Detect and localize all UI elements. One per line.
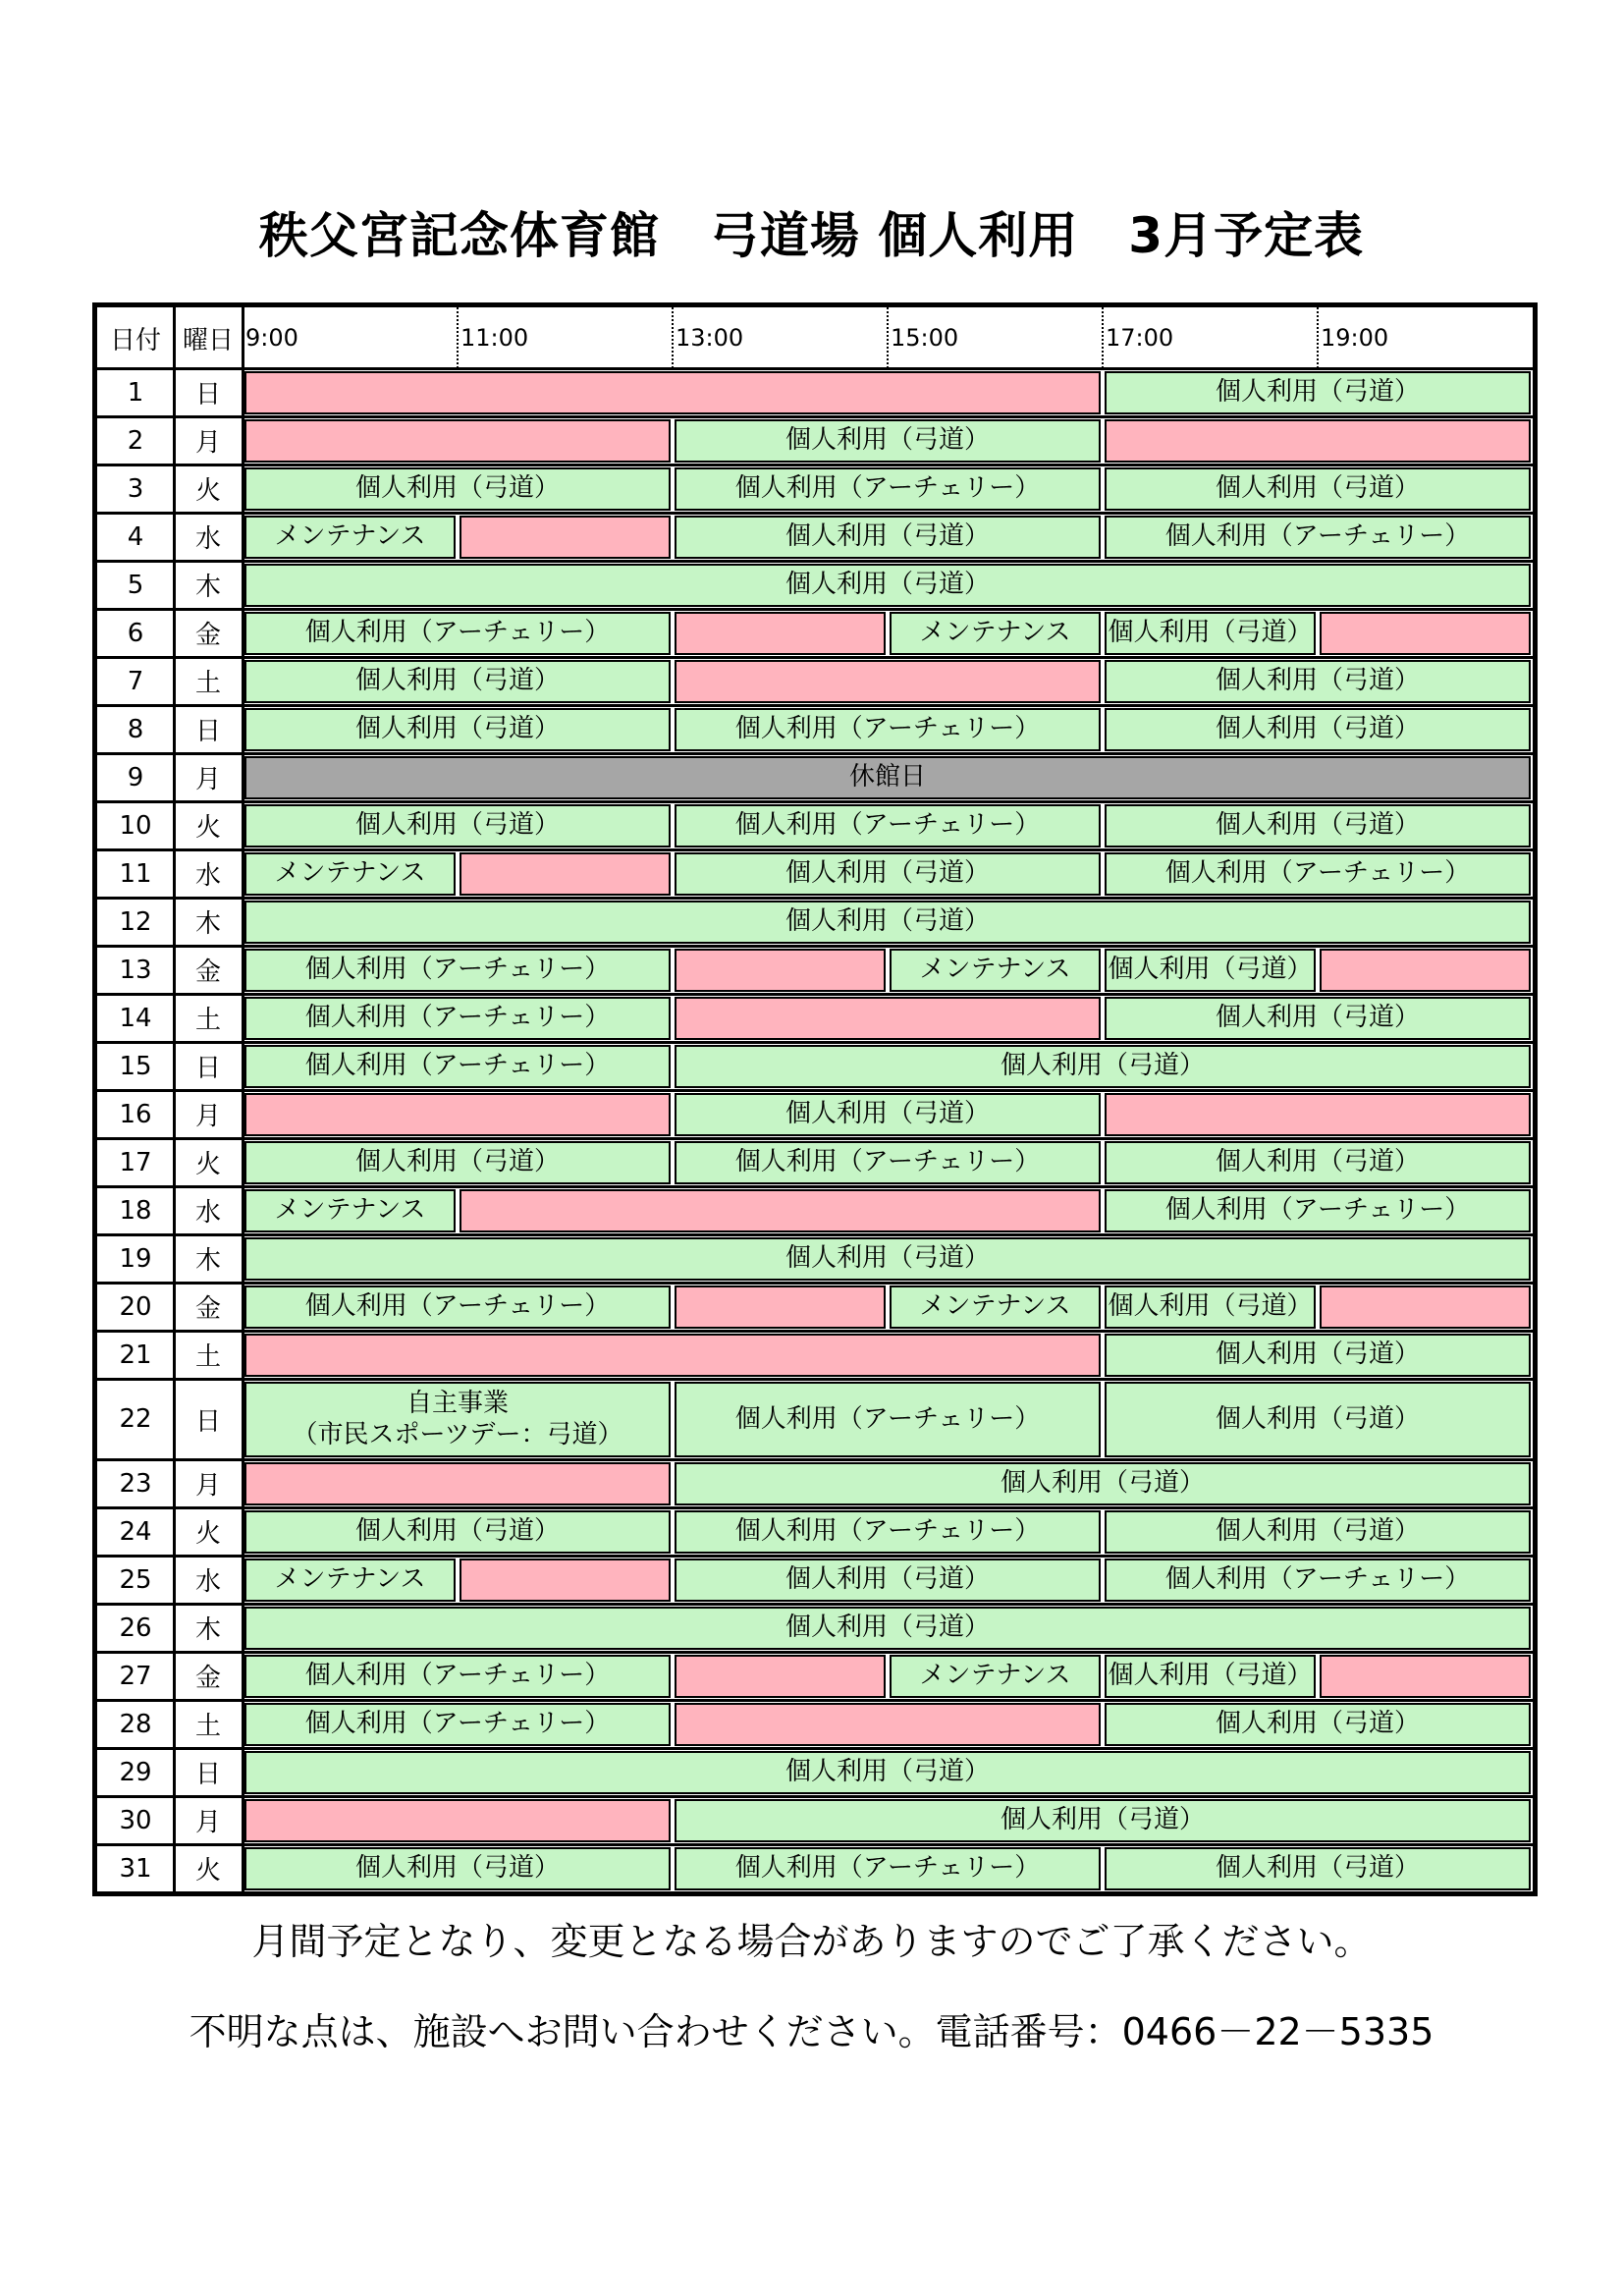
time-tick xyxy=(457,307,459,368)
row-divider xyxy=(97,608,1533,611)
weekday-cell: 土 xyxy=(194,1342,221,1372)
row-divider xyxy=(97,848,1533,851)
page-title: 秩父宮記念体育館 弓道場 個人利用 3月予定表 xyxy=(258,207,1365,264)
weekday-cell: 火 xyxy=(194,1519,221,1549)
date-cell: 27 xyxy=(119,1661,152,1691)
date-cell: 15 xyxy=(119,1051,152,1081)
schedule-block: 個人利用（弓道） xyxy=(1105,708,1531,751)
schedule-block: 個人利用（アーチェリー） xyxy=(244,997,671,1040)
time-label: 9:00 xyxy=(245,324,298,352)
schedule-block: 個人利用（アーチェリー） xyxy=(675,708,1101,751)
weekday-cell: 月 xyxy=(194,1102,221,1131)
weekday-cell: 日 xyxy=(194,1760,221,1789)
schedule-block: メンテナンス xyxy=(890,949,1101,992)
date-cell: 4 xyxy=(127,521,144,552)
schedule-block: 個人利用（アーチェリー） xyxy=(1105,1558,1531,1602)
weekday-cell: 火 xyxy=(194,1150,221,1179)
weekday-cell: 金 xyxy=(194,1294,221,1324)
schedule-block: メンテナンス xyxy=(890,1285,1101,1329)
row-divider xyxy=(97,1651,1533,1654)
reserved-block xyxy=(1320,1285,1531,1329)
schedule-block: 個人利用（弓道） xyxy=(1105,1703,1531,1746)
schedule-block: 個人利用（弓道） xyxy=(244,660,671,703)
weekday-cell: 木 xyxy=(194,1615,221,1645)
schedule-block: 自主事業 （市民スポーツデー：弓道） xyxy=(244,1382,671,1457)
date-cell: 9 xyxy=(127,762,144,793)
schedule-block: 個人利用（弓道） xyxy=(244,1510,671,1554)
date-cell: 23 xyxy=(119,1468,152,1499)
date-cell: 12 xyxy=(119,906,152,937)
weekday-cell: 木 xyxy=(194,573,221,602)
date-cell: 6 xyxy=(127,618,144,648)
date-column-header: 日付 xyxy=(109,325,161,355)
weekday-cell: 木 xyxy=(194,909,221,939)
row-divider xyxy=(97,1233,1533,1236)
row-divider xyxy=(97,897,1533,900)
weekday-cell: 水 xyxy=(194,861,221,891)
reserved-block xyxy=(244,419,671,463)
schedule-block: 個人利用（弓道） xyxy=(1105,467,1531,511)
reserved-block xyxy=(675,1655,886,1698)
weekday-cell: 金 xyxy=(194,957,221,987)
row-divider xyxy=(97,656,1533,659)
weekday-cell: 火 xyxy=(194,476,221,506)
schedule-block: 個人利用（弓道） xyxy=(244,1607,1531,1650)
reserved-block xyxy=(1105,1093,1531,1136)
time-label: 13:00 xyxy=(676,324,744,352)
weekday-cell: 日 xyxy=(194,1054,221,1083)
time-label: 15:00 xyxy=(891,324,959,352)
row-divider xyxy=(97,560,1533,563)
schedule-block: 個人利用（アーチェリー） xyxy=(675,804,1101,847)
schedule-block: 個人利用（弓道） xyxy=(1105,660,1531,703)
reserved-block xyxy=(244,1334,1101,1377)
date-cell: 26 xyxy=(119,1613,152,1643)
reserved-block xyxy=(675,949,886,992)
schedule-block: 個人利用（弓道） xyxy=(244,1237,1531,1281)
schedule-block: 個人利用（アーチェリー） xyxy=(244,612,671,655)
reserved-block xyxy=(675,997,1101,1040)
date-cell: 2 xyxy=(127,425,144,456)
reserved-block xyxy=(244,1093,671,1136)
date-cell: 17 xyxy=(119,1147,152,1177)
date-cell: 31 xyxy=(119,1853,152,1884)
row-divider xyxy=(97,1843,1533,1846)
schedule-block: 個人利用（弓道） xyxy=(675,419,1101,463)
weekday-cell: 土 xyxy=(194,1006,221,1035)
row-divider xyxy=(97,1185,1533,1188)
contact-notice: 不明な点は、施設へお問い合わせください。電話番号：0466－22－5335 xyxy=(189,2010,1434,2053)
row-divider xyxy=(97,704,1533,707)
row-divider xyxy=(97,1041,1533,1044)
reserved-block xyxy=(675,1285,886,1329)
date-cell: 19 xyxy=(119,1243,152,1274)
row-divider xyxy=(97,1458,1533,1461)
schedule-block: 個人利用（弓道） xyxy=(1105,804,1531,847)
date-cell: 1 xyxy=(127,377,144,408)
row-divider xyxy=(97,993,1533,996)
schedule-block: 個人利用（アーチェリー） xyxy=(244,1655,671,1698)
row-divider xyxy=(97,464,1533,466)
date-cell: 21 xyxy=(119,1339,152,1370)
schedule-block: 個人利用（弓道） xyxy=(675,516,1101,559)
schedule-block: 個人利用（弓道） xyxy=(1105,1141,1531,1184)
date-cell: 14 xyxy=(119,1003,152,1033)
row-divider xyxy=(97,512,1533,515)
date-cell: 30 xyxy=(119,1805,152,1835)
time-label: 19:00 xyxy=(1321,324,1389,352)
row-divider xyxy=(97,1378,1533,1381)
reserved-block xyxy=(460,516,671,559)
schedule-block: メンテナンス xyxy=(244,1558,456,1602)
schedule-block: 個人利用（アーチェリー） xyxy=(675,1141,1101,1184)
weekday-cell: 土 xyxy=(194,669,221,698)
schedule-block: メンテナンス xyxy=(890,1655,1101,1698)
schedule-block: 個人利用（弓道） xyxy=(675,1093,1101,1136)
column-divider xyxy=(173,307,176,1892)
schedule-block: 個人利用（弓道） xyxy=(675,1799,1531,1842)
reserved-block xyxy=(675,1703,1101,1746)
weekday-cell: 月 xyxy=(194,1471,221,1501)
reserved-block xyxy=(460,1189,1101,1232)
schedule-block: 個人利用（弓道） xyxy=(1105,1510,1531,1554)
reserved-block xyxy=(244,371,1101,414)
weekday-cell: 金 xyxy=(194,1664,221,1693)
schedule-block: 個人利用（弓道） xyxy=(1105,1382,1531,1457)
date-cell: 20 xyxy=(119,1291,152,1322)
date-cell: 28 xyxy=(119,1709,152,1739)
schedule-block: 個人利用（弓道） xyxy=(1105,1285,1316,1329)
schedule-block: 個人利用（弓道） xyxy=(675,1045,1531,1088)
schedule-block: 個人利用（弓道） xyxy=(244,1141,671,1184)
row-divider xyxy=(97,1137,1533,1140)
schedule-block: 個人利用（アーチェリー） xyxy=(244,1045,671,1088)
schedule-block: 個人利用（弓道） xyxy=(244,708,671,751)
weekday-cell: 火 xyxy=(194,1856,221,1886)
schedule-block: 個人利用（弓道） xyxy=(675,852,1101,896)
schedule-change-notice: 月間予定となり、変更となる場合がありますのでご了承ください。 xyxy=(251,1920,1372,1963)
reserved-block xyxy=(244,1799,671,1842)
date-cell: 13 xyxy=(119,955,152,985)
weekday-cell: 土 xyxy=(194,1712,221,1741)
time-label: 17:00 xyxy=(1106,324,1174,352)
row-divider xyxy=(97,1282,1533,1285)
weekday-cell: 火 xyxy=(194,813,221,843)
weekday-cell: 日 xyxy=(194,380,221,410)
closed-day-block: 休館日 xyxy=(244,756,1531,799)
row-divider xyxy=(97,1330,1533,1333)
row-divider xyxy=(97,945,1533,948)
schedule-block: 個人利用（アーチェリー） xyxy=(244,1703,671,1746)
reserved-block xyxy=(1320,1655,1531,1698)
reserved-block xyxy=(244,1462,671,1505)
schedule-block: 個人利用（弓道） xyxy=(675,1558,1101,1602)
schedule-block: 個人利用（弓道） xyxy=(675,1462,1531,1505)
weekday-cell: 月 xyxy=(194,428,221,458)
schedule-block: 個人利用（弓道） xyxy=(244,1847,671,1890)
schedule-block: 個人利用（弓道） xyxy=(1105,371,1531,414)
date-cell: 24 xyxy=(119,1516,152,1547)
schedule-block: 個人利用（弓道） xyxy=(244,1751,1531,1794)
schedule-block: メンテナンス xyxy=(244,1189,456,1232)
date-cell: 29 xyxy=(119,1757,152,1787)
date-cell: 8 xyxy=(127,714,144,744)
weekday-cell: 月 xyxy=(194,1808,221,1837)
schedule-block: 個人利用（弓道） xyxy=(244,901,1531,944)
weekday-column-header: 曜日 xyxy=(182,325,234,355)
weekday-cell: 日 xyxy=(194,717,221,746)
date-cell: 7 xyxy=(127,666,144,696)
weekday-cell: 水 xyxy=(194,1198,221,1228)
row-divider xyxy=(97,1089,1533,1092)
row-divider xyxy=(97,1747,1533,1750)
weekday-cell: 金 xyxy=(194,621,221,650)
row-divider xyxy=(97,1795,1533,1798)
row-divider xyxy=(97,367,1533,370)
schedule-block: 個人利用（弓道） xyxy=(244,467,671,511)
reserved-block xyxy=(1105,419,1531,463)
date-cell: 25 xyxy=(119,1564,152,1595)
schedule-block: 個人利用（アーチェリー） xyxy=(1105,516,1531,559)
date-cell: 16 xyxy=(119,1099,152,1129)
schedule-block: 個人利用（弓道） xyxy=(1105,612,1316,655)
row-divider xyxy=(97,1555,1533,1558)
time-label: 11:00 xyxy=(460,324,529,352)
schedule-block: 個人利用（アーチェリー） xyxy=(675,467,1101,511)
row-divider xyxy=(97,800,1533,803)
reserved-block xyxy=(675,612,886,655)
column-divider xyxy=(242,307,244,1892)
row-divider xyxy=(97,1699,1533,1702)
time-tick xyxy=(672,307,674,368)
schedule-block: 個人利用（アーチェリー） xyxy=(1105,852,1531,896)
row-divider xyxy=(97,1506,1533,1509)
schedule-block: メンテナンス xyxy=(244,852,456,896)
weekday-cell: 日 xyxy=(194,1406,221,1437)
schedule-block: 個人利用（弓道） xyxy=(1105,949,1316,992)
schedule-block: 個人利用（弓道） xyxy=(1105,1334,1531,1377)
reserved-block xyxy=(675,660,1101,703)
reserved-block xyxy=(460,1558,671,1602)
date-cell: 22 xyxy=(119,1404,152,1434)
reserved-block xyxy=(1320,949,1531,992)
weekday-cell: 水 xyxy=(194,524,221,554)
date-cell: 10 xyxy=(119,810,152,841)
schedule-block: 個人利用（弓道） xyxy=(244,804,671,847)
schedule-table xyxy=(92,302,1538,1896)
schedule-block: 個人利用（アーチェリー） xyxy=(244,1285,671,1329)
schedule-block: 個人利用（アーチェリー） xyxy=(1105,1189,1531,1232)
time-tick xyxy=(1102,307,1104,368)
schedule-block: 個人利用（弓道） xyxy=(1105,1847,1531,1890)
schedule-block: 個人利用（弓道） xyxy=(244,564,1531,607)
row-divider xyxy=(97,415,1533,418)
schedule-block: 個人利用（アーチェリー） xyxy=(675,1382,1101,1457)
weekday-cell: 木 xyxy=(194,1246,221,1276)
schedule-block: メンテナンス xyxy=(890,612,1101,655)
schedule-block: 個人利用（弓道） xyxy=(1105,997,1531,1040)
time-tick xyxy=(887,307,889,368)
schedule-block: 個人利用（アーチェリー） xyxy=(244,949,671,992)
schedule-block: 個人利用（アーチェリー） xyxy=(675,1847,1101,1890)
reserved-block xyxy=(1320,612,1531,655)
date-cell: 3 xyxy=(127,473,144,504)
schedule-block: メンテナンス xyxy=(244,516,456,559)
time-tick xyxy=(1317,307,1319,368)
weekday-cell: 水 xyxy=(194,1567,221,1597)
reserved-block xyxy=(460,852,671,896)
row-divider xyxy=(97,1603,1533,1606)
date-cell: 18 xyxy=(119,1195,152,1226)
row-divider xyxy=(97,752,1533,755)
date-cell: 5 xyxy=(127,570,144,600)
schedule-block: 個人利用（弓道） xyxy=(1105,1655,1316,1698)
schedule-block: 個人利用（アーチェリー） xyxy=(675,1510,1101,1554)
date-cell: 11 xyxy=(119,858,152,889)
weekday-cell: 月 xyxy=(194,765,221,794)
